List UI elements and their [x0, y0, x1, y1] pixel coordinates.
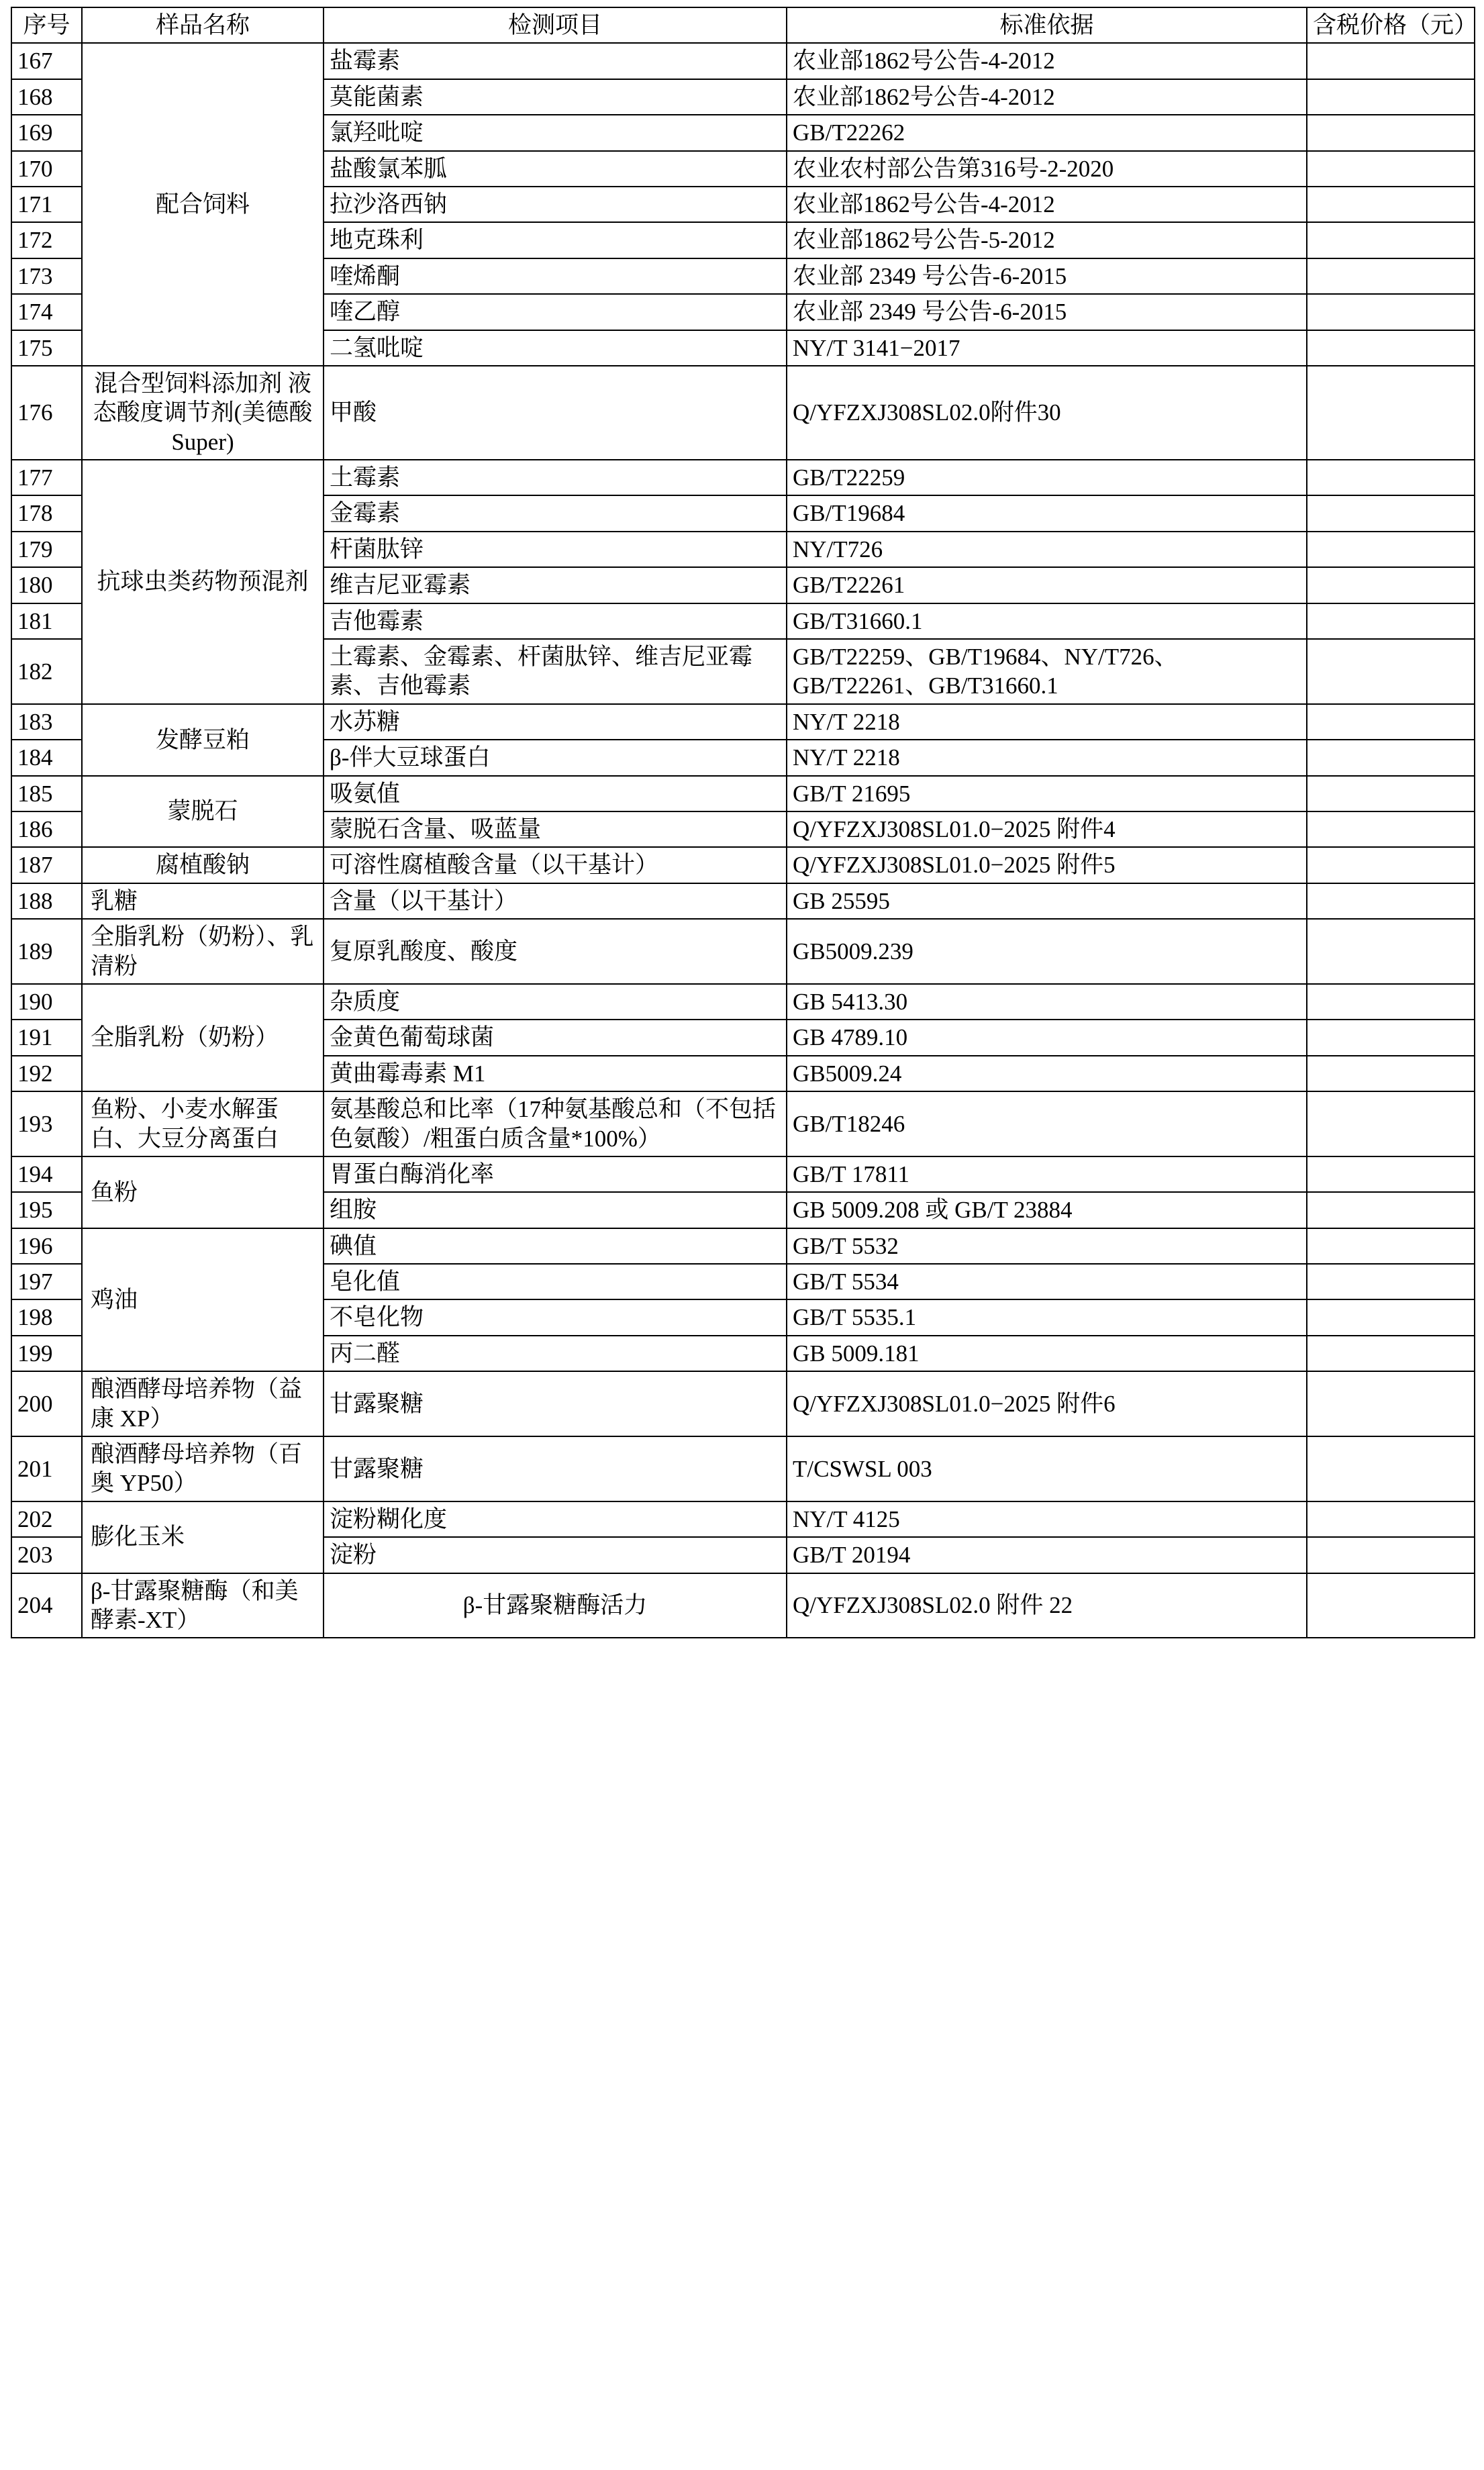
- cell-test-item: 维吉尼亚霉素: [324, 567, 787, 603]
- cell-test-item: 金黄色葡萄球菌: [324, 1020, 787, 1055]
- cell-price: [1307, 776, 1475, 811]
- cell-no: 168: [11, 79, 82, 115]
- cell-test-item: 喹乙醇: [324, 294, 787, 330]
- cell-price: [1307, 151, 1475, 187]
- cell-no: 185: [11, 776, 82, 811]
- cell-no: 176: [11, 366, 82, 460]
- cell-price: [1307, 1020, 1475, 1055]
- cell-price: [1307, 1091, 1475, 1156]
- cell-no: 191: [11, 1020, 82, 1055]
- header-cell-standard: 标准依据: [787, 7, 1307, 43]
- cell-standard: GB5009.24: [787, 1056, 1307, 1091]
- cell-no: 190: [11, 984, 82, 1020]
- cell-price: [1307, 294, 1475, 330]
- cell-standard: GB 5009.181: [787, 1336, 1307, 1371]
- cell-no: 183: [11, 704, 82, 740]
- cell-test-item: 碘值: [324, 1228, 787, 1264]
- cell-price: [1307, 187, 1475, 222]
- cell-sample-name: 全脂乳粉（奶粉）: [82, 984, 324, 1091]
- table-row: [11, 1156, 1475, 1192]
- cell-standard: Q/YFZXJ308SL01.0−2025 附件5: [787, 847, 1307, 883]
- cell-price: [1307, 639, 1475, 704]
- cell-test-item: 拉沙洛西钠: [324, 187, 787, 222]
- cell-no: 200: [11, 1371, 82, 1436]
- cell-standard: Q/YFZXJ308SL01.0−2025 附件6: [787, 1371, 1307, 1436]
- table-row: [11, 1091, 1475, 1156]
- cell-no: 203: [11, 1537, 82, 1573]
- cell-test-item: 杂质度: [324, 984, 787, 1020]
- cell-no: 204: [11, 1573, 82, 1638]
- cell-price: [1307, 567, 1475, 603]
- cell-no: 196: [11, 1228, 82, 1264]
- cell-no: 195: [11, 1192, 82, 1228]
- cell-no: 199: [11, 1336, 82, 1371]
- cell-price: [1307, 1436, 1475, 1501]
- cell-no: 184: [11, 740, 82, 775]
- table-row: [11, 366, 1475, 460]
- cell-standard: NY/T726: [787, 532, 1307, 567]
- cell-no: 192: [11, 1056, 82, 1091]
- cell-no: 182: [11, 639, 82, 704]
- cell-price: [1307, 330, 1475, 366]
- cell-test-item: 氯羟吡啶: [324, 115, 787, 150]
- cell-standard: 农业部1862号公告-4-2012: [787, 43, 1307, 79]
- cell-test-item: 含量（以干基计）: [324, 883, 787, 919]
- cell-sample-name: 全脂乳粉（奶粉）、乳清粉: [82, 919, 324, 984]
- cell-no: 173: [11, 258, 82, 294]
- cell-sample-name: 腐植酸钠: [82, 847, 324, 883]
- cell-standard: GB 25595: [787, 883, 1307, 919]
- cell-no: 171: [11, 187, 82, 222]
- cell-test-item: 可溶性腐植酸含量（以干基计）: [324, 847, 787, 883]
- cell-price: [1307, 1336, 1475, 1371]
- cell-no: 167: [11, 43, 82, 79]
- table-row: [11, 919, 1475, 984]
- cell-test-item: 组胺: [324, 1192, 787, 1228]
- cell-sample-name: 鱼粉: [82, 1156, 324, 1228]
- table-row: [11, 1501, 1475, 1537]
- table-row: [11, 847, 1475, 883]
- cell-test-item: 复原乳酸度、酸度: [324, 919, 787, 984]
- header-row: [11, 7, 1475, 43]
- cell-standard: T/CSWSL 003: [787, 1436, 1307, 1501]
- cell-test-item: 金霉素: [324, 495, 787, 531]
- cell-no: 180: [11, 567, 82, 603]
- cell-price: [1307, 495, 1475, 531]
- table-row: [11, 776, 1475, 811]
- table-row: [11, 1228, 1475, 1264]
- cell-no: 177: [11, 460, 82, 495]
- cell-test-item: 水苏糖: [324, 704, 787, 740]
- cell-standard: NY/T 2218: [787, 704, 1307, 740]
- cell-price: [1307, 704, 1475, 740]
- cell-test-item: 二氢吡啶: [324, 330, 787, 366]
- cell-standard: GB/T 17811: [787, 1156, 1307, 1192]
- cell-standard: GB/T22259、GB/T19684、NY/T726、GB/T22261、GB/T31660.1: [787, 639, 1307, 704]
- cell-price: [1307, 1228, 1475, 1264]
- cell-price: [1307, 919, 1475, 984]
- cell-test-item: 喹烯酮: [324, 258, 787, 294]
- table-row: [11, 1371, 1475, 1436]
- cell-sample-name: 抗球虫类药物预混剂: [82, 460, 324, 704]
- cell-standard: GB5009.239: [787, 919, 1307, 984]
- cell-price: [1307, 366, 1475, 460]
- header-cell-item: 检测项目: [324, 7, 787, 43]
- cell-test-item: β-伴大豆球蛋白: [324, 740, 787, 775]
- cell-sample-name: 酿酒酵母培养物（百奥 YP50）: [82, 1436, 324, 1501]
- cell-standard: GB/T 20194: [787, 1537, 1307, 1573]
- cell-price: [1307, 258, 1475, 294]
- table-row: [11, 43, 1475, 79]
- table-row: [11, 883, 1475, 919]
- cell-sample-name: 配合饲料: [82, 43, 324, 366]
- cell-test-item: 皂化值: [324, 1264, 787, 1299]
- cell-price: [1307, 1192, 1475, 1228]
- cell-price: [1307, 460, 1475, 495]
- cell-test-item: 吉他霉素: [324, 603, 787, 639]
- table-row: [11, 1573, 1475, 1638]
- cell-standard: 农业农村部公告第316号-2-2020: [787, 151, 1307, 187]
- cell-price: [1307, 1299, 1475, 1335]
- cell-sample-name: 蒙脱石: [82, 776, 324, 848]
- cell-test-item: 盐酸氯苯胍: [324, 151, 787, 187]
- cell-price: [1307, 43, 1475, 79]
- cell-standard: GB 5009.208 或 GB/T 23884: [787, 1192, 1307, 1228]
- cell-price: [1307, 222, 1475, 258]
- cell-no: 178: [11, 495, 82, 531]
- cell-standard: NY/T 4125: [787, 1501, 1307, 1537]
- cell-no: 175: [11, 330, 82, 366]
- cell-no: 202: [11, 1501, 82, 1537]
- cell-no: 193: [11, 1091, 82, 1156]
- cell-standard: GB/T 5532: [787, 1228, 1307, 1264]
- cell-test-item: 淀粉: [324, 1537, 787, 1573]
- table-body: [11, 43, 1475, 1638]
- cell-test-item: 吸氨值: [324, 776, 787, 811]
- cell-standard: GB 5413.30: [787, 984, 1307, 1020]
- cell-no: 179: [11, 532, 82, 567]
- cell-standard: GB/T19684: [787, 495, 1307, 531]
- cell-standard: GB/T22259: [787, 460, 1307, 495]
- cell-no: 201: [11, 1436, 82, 1501]
- cell-standard: GB 4789.10: [787, 1020, 1307, 1055]
- cell-sample-name: 膨化玉米: [82, 1501, 324, 1573]
- cell-standard: GB/T18246: [787, 1091, 1307, 1156]
- cell-test-item: 黄曲霉毒素 M1: [324, 1056, 787, 1091]
- cell-price: [1307, 1156, 1475, 1192]
- cell-no: 169: [11, 115, 82, 150]
- cell-price: [1307, 532, 1475, 567]
- cell-standard: GB/T22261: [787, 567, 1307, 603]
- cell-no: 198: [11, 1299, 82, 1335]
- cell-test-item: 淀粉糊化度: [324, 1501, 787, 1537]
- cell-price: [1307, 811, 1475, 847]
- header-cell-price: 含税价格（元）: [1307, 7, 1475, 43]
- cell-test-item: 胃蛋白酶消化率: [324, 1156, 787, 1192]
- cell-price: [1307, 740, 1475, 775]
- header-cell-name: 样品名称: [82, 7, 324, 43]
- cell-standard: 农业部 2349 号公告-6-2015: [787, 258, 1307, 294]
- cell-no: 197: [11, 1264, 82, 1299]
- cell-standard: 农业部1862号公告-5-2012: [787, 222, 1307, 258]
- cell-no: 172: [11, 222, 82, 258]
- header-cell-no: 序号: [11, 7, 82, 43]
- cell-test-item: 甘露聚糖: [324, 1371, 787, 1436]
- cell-no: 186: [11, 811, 82, 847]
- table-row: [11, 704, 1475, 740]
- cell-price: [1307, 1573, 1475, 1638]
- cell-standard: GB/T22262: [787, 115, 1307, 150]
- table-row: [11, 984, 1475, 1020]
- cell-test-item: 氨基酸总和比率（17种氨基酸总和（不包括色氨酸）/粗蛋白质含量*100%）: [324, 1091, 787, 1156]
- cell-test-item: 甲酸: [324, 366, 787, 460]
- cell-no: 174: [11, 294, 82, 330]
- cell-sample-name: 乳糖: [82, 883, 324, 919]
- cell-no: 194: [11, 1156, 82, 1192]
- cell-test-item: β-甘露聚糖酶活力: [324, 1573, 787, 1638]
- cell-price: [1307, 603, 1475, 639]
- cell-price: [1307, 847, 1475, 883]
- cell-test-item: 不皂化物: [324, 1299, 787, 1335]
- cell-standard: GB/T31660.1: [787, 603, 1307, 639]
- cell-sample-name: 发酵豆粕: [82, 704, 324, 776]
- cell-price: [1307, 1264, 1475, 1299]
- cell-test-item: 土霉素: [324, 460, 787, 495]
- cell-standard: Q/YFZXJ308SL01.0−2025 附件4: [787, 811, 1307, 847]
- cell-test-item: 丙二醛: [324, 1336, 787, 1371]
- cell-price: [1307, 79, 1475, 115]
- cell-sample-name: 鸡油: [82, 1228, 324, 1372]
- table-row: [11, 460, 1475, 495]
- cell-standard: GB/T 5535.1: [787, 1299, 1307, 1335]
- cell-standard: NY/T 2218: [787, 740, 1307, 775]
- cell-sample-name: 酿酒酵母培养物（益康 XP）: [82, 1371, 324, 1436]
- cell-price: [1307, 1537, 1475, 1573]
- cell-test-item: 蒙脱石含量、吸蓝量: [324, 811, 787, 847]
- cell-test-item: 土霉素、金霉素、杆菌肽锌、维吉尼亚霉素、吉他霉素: [324, 639, 787, 704]
- cell-test-item: 杆菌肽锌: [324, 532, 787, 567]
- cell-price: [1307, 984, 1475, 1020]
- cell-standard: 农业部 2349 号公告-6-2015: [787, 294, 1307, 330]
- cell-no: 170: [11, 151, 82, 187]
- cell-price: [1307, 115, 1475, 150]
- cell-price: [1307, 1501, 1475, 1537]
- cell-standard: NY/T 3141−2017: [787, 330, 1307, 366]
- table-row: [11, 1436, 1475, 1501]
- cell-sample-name: 鱼粉、小麦水解蛋白、大豆分离蛋白: [82, 1091, 324, 1156]
- cell-test-item: 地克珠利: [324, 222, 787, 258]
- cell-price: [1307, 883, 1475, 919]
- cell-no: 188: [11, 883, 82, 919]
- cell-standard: Q/YFZXJ308SL02.0 附件 22: [787, 1573, 1307, 1638]
- cell-price: [1307, 1056, 1475, 1091]
- cell-test-item: 盐霉素: [324, 43, 787, 79]
- cell-price: [1307, 1371, 1475, 1436]
- cell-standard: 农业部1862号公告-4-2012: [787, 187, 1307, 222]
- cell-no: 181: [11, 603, 82, 639]
- table-header: [11, 7, 1478, 43]
- cell-no: 187: [11, 847, 82, 883]
- inspection-items-table: [11, 7, 1478, 1638]
- cell-standard: GB/T 5534: [787, 1264, 1307, 1299]
- cell-test-item: 甘露聚糖: [324, 1436, 787, 1501]
- cell-no: 189: [11, 919, 82, 984]
- cell-test-item: 莫能菌素: [324, 79, 787, 115]
- cell-sample-name: 混合型饲料添加剂 液态酸度调节剂(美德酸Super): [82, 366, 324, 460]
- cell-standard: GB/T 21695: [787, 776, 1307, 811]
- cell-standard: Q/YFZXJ308SL02.0附件30: [787, 366, 1307, 460]
- cell-standard: 农业部1862号公告-4-2012: [787, 79, 1307, 115]
- cell-sample-name: β-甘露聚糖酶（和美酵素-XT）: [82, 1573, 324, 1638]
